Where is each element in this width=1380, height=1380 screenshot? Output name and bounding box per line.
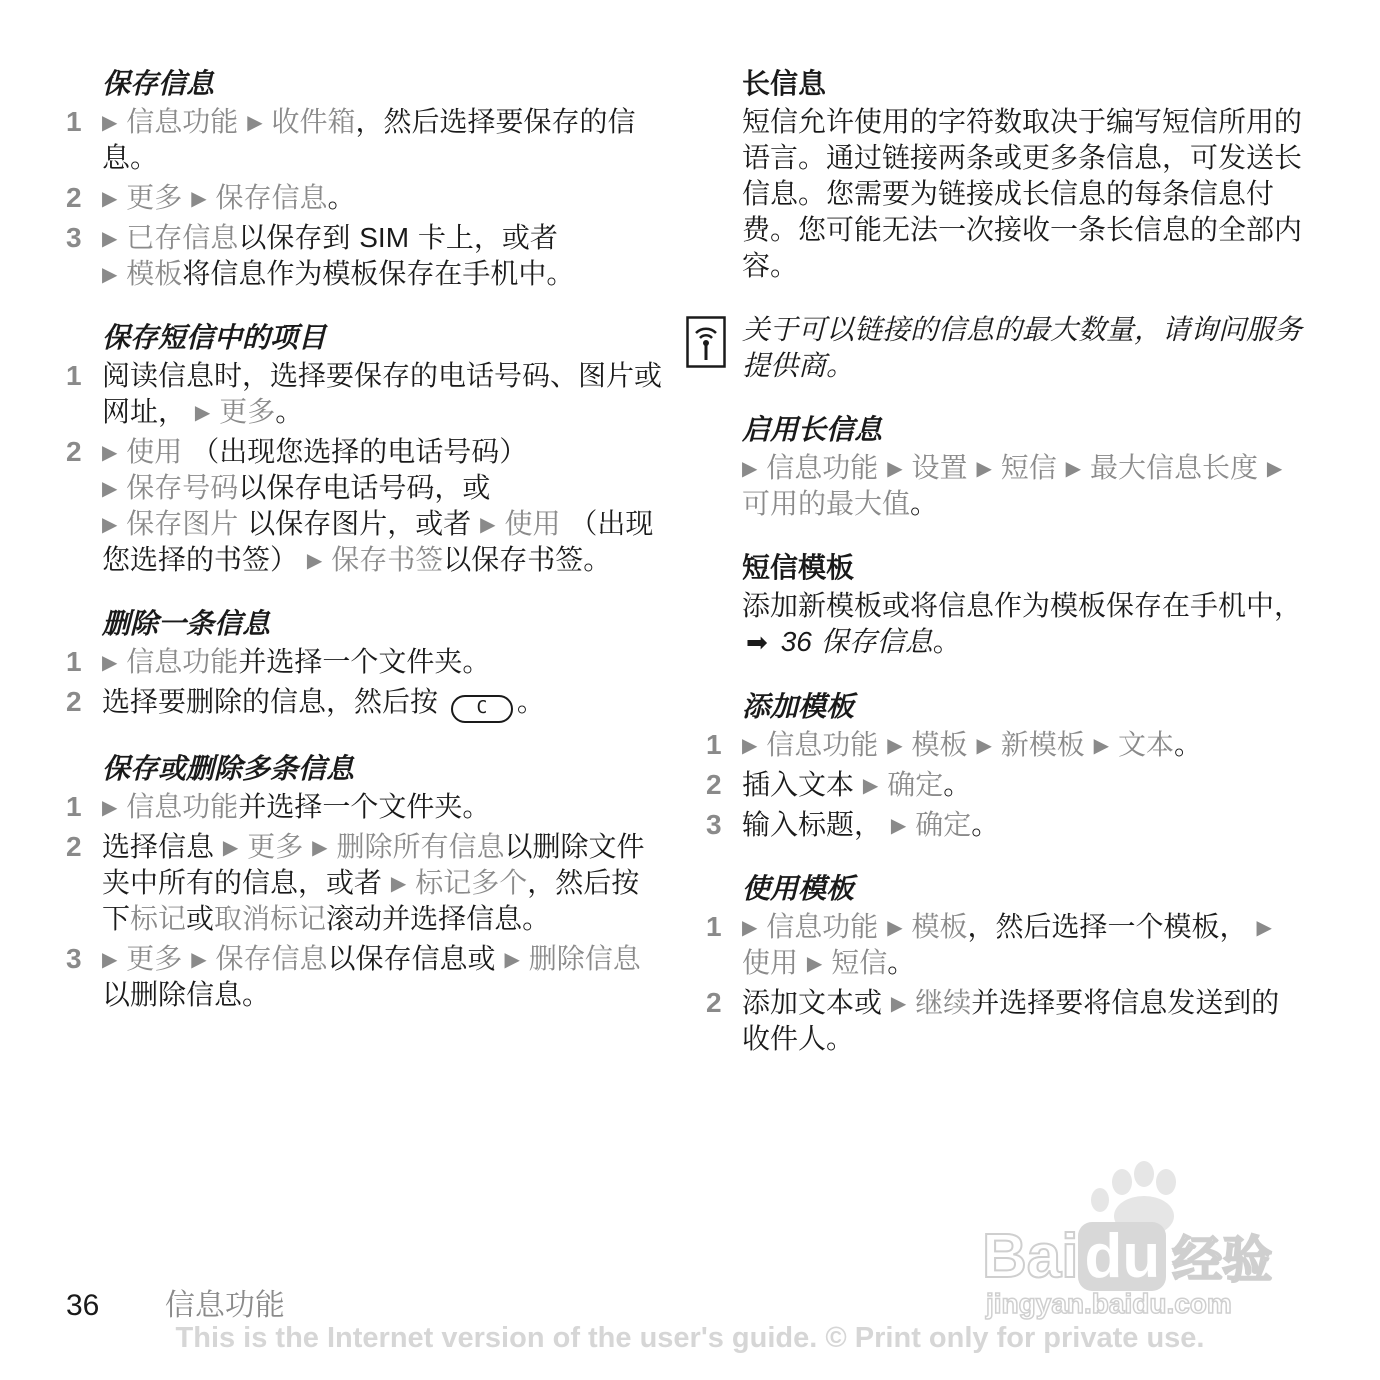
step-body: 并选择要将信息发送到的收件人。 xyxy=(742,986,1280,1055)
step xyxy=(66,941,666,1013)
note xyxy=(706,312,1306,384)
menu-arrow-icon: ▶ xyxy=(887,915,903,939)
step-text xyxy=(102,789,666,825)
watermark-sub: 经验 xyxy=(1172,1231,1273,1289)
step-number: 1 xyxy=(706,729,722,760)
menu-item: 更多 xyxy=(126,942,183,975)
menu-arrow-icon: ▶ xyxy=(306,548,323,572)
step-text xyxy=(102,684,666,723)
section-save-items xyxy=(66,320,666,578)
step-text xyxy=(742,985,1306,1057)
step-number: 3 xyxy=(66,943,82,974)
menu-item: 短信 xyxy=(831,946,888,979)
menu-item: 保存号码 xyxy=(126,471,239,504)
step-number: 1 xyxy=(66,106,82,137)
page-footer xyxy=(66,1288,285,1324)
step-body: 并选择一个文件夹。 xyxy=(238,790,491,823)
menu-arrow-icon: ▶ xyxy=(194,400,211,424)
menu-arrow-icon: ▶ xyxy=(1256,915,1272,939)
menu-arrow-icon: ▶ xyxy=(1266,456,1283,480)
step-body: 添加文本或 xyxy=(742,986,883,1019)
menu-arrow-icon: ▶ xyxy=(102,186,118,210)
menu-item: 继续 xyxy=(915,986,972,1019)
menu-arrow-icon: ▶ xyxy=(191,186,207,210)
menu-arrow-icon: ▶ xyxy=(102,262,118,286)
menu-item: 标记 xyxy=(130,902,187,935)
left-column xyxy=(66,66,666,1041)
step-text xyxy=(742,807,1306,843)
step-body: 。 xyxy=(516,685,545,718)
step-text xyxy=(102,829,666,937)
step-body: 以保存书签。 xyxy=(443,543,612,576)
step-body: （出现您选择的书签） xyxy=(102,507,654,576)
menu-arrow-icon: ▶ xyxy=(191,947,207,971)
step-text xyxy=(102,941,666,1013)
step-number: 1 xyxy=(66,791,82,822)
menu-item: 最大信息长度 xyxy=(1089,451,1258,484)
menu-item: 模板 xyxy=(911,910,968,943)
paragraph xyxy=(742,588,1306,661)
section-use-template xyxy=(706,871,1306,1057)
watermark-brand: Bai xyxy=(982,1222,1079,1291)
menu-item: 模板 xyxy=(126,257,183,290)
menu-arrow-icon: ▶ xyxy=(247,110,263,134)
section-enable-long-messages xyxy=(706,412,1306,522)
baidu-jingyan-watermark xyxy=(972,1160,1302,1330)
step-body: 输入标题， xyxy=(742,808,883,841)
section-title: 使用模板 xyxy=(742,872,855,905)
menu-item: 信息功能 xyxy=(766,910,879,943)
step-number: 2 xyxy=(66,831,82,862)
menu-item: 取消标记 xyxy=(214,902,327,935)
menu-item: 使用 xyxy=(126,435,183,468)
menu-arrow-icon: ▶ xyxy=(102,512,118,536)
menu-arrow-icon: ▶ xyxy=(890,991,907,1015)
menu-item: 信息功能 xyxy=(126,105,239,138)
menu-item: 保存书签 xyxy=(331,543,444,576)
menu-arrow-icon: ▶ xyxy=(890,813,907,837)
step xyxy=(66,434,666,578)
menu-arrow-icon: ▶ xyxy=(102,650,118,674)
section-title: 删除一条信息 xyxy=(102,607,271,640)
menu-arrow-icon: ▶ xyxy=(1065,456,1082,480)
watermark-brand-du: du xyxy=(1078,1222,1166,1291)
step-body: 将信息作为模板保存在手机中。 xyxy=(182,257,575,290)
step-text xyxy=(102,644,666,680)
menu-arrow-icon: ▶ xyxy=(222,835,239,859)
section-title: 保存短信中的项目 xyxy=(102,321,327,354)
right-column xyxy=(706,66,1306,1085)
menu-item: 更多 xyxy=(219,395,276,428)
step xyxy=(66,104,666,176)
menu-arrow-icon: ▶ xyxy=(390,871,407,895)
step-body: 以删除文件夹中所有的信息，或者 xyxy=(102,830,645,899)
section-save-or-delete-multiple xyxy=(66,751,666,1013)
step-body: 。 xyxy=(943,768,972,801)
note-text: 关于可以链接的信息的最大数量，请询问服务提供商。 xyxy=(742,313,1303,382)
menu-item: 已存信息 xyxy=(126,221,239,254)
menu-arrow-icon: ▶ xyxy=(102,795,118,819)
menu-arrow-icon: ▶ xyxy=(806,951,823,975)
menu-arrow-icon: ▶ xyxy=(102,947,118,971)
section-add-template xyxy=(706,689,1306,843)
step-number: 2 xyxy=(66,436,82,467)
section-title: 短信模板 xyxy=(742,551,855,584)
menu-item: 信息功能 xyxy=(126,645,239,678)
step-body: 。 xyxy=(1173,728,1202,761)
menu-arrow-icon: ▶ xyxy=(742,456,758,480)
step-number: 2 xyxy=(66,182,82,213)
step xyxy=(706,985,1306,1057)
menu-item: 短信 xyxy=(1000,451,1057,484)
menu-arrow-icon: ▶ xyxy=(976,733,992,757)
section-title: 添加模板 xyxy=(742,690,855,723)
menu-item: 确定 xyxy=(915,808,972,841)
menu-item: 信息功能 xyxy=(766,451,879,484)
menu-arrow-icon: ▶ xyxy=(102,110,118,134)
step xyxy=(66,220,666,292)
paragraph: 短信允许使用的字符数取决于编写短信所用的语言。通过链接两条或更多条信息，可发送长信息。您需要为链接成长信息的每条信息付费。您可能无法一次接收一条长信息的全部内容。 xyxy=(742,105,1303,282)
step-body: 并选择一个文件夹。 xyxy=(238,645,491,678)
step-text xyxy=(102,434,666,578)
operator-note-icon xyxy=(686,312,730,384)
step-body: 以保存电话号码，或 xyxy=(238,471,491,504)
step-body: ，然后选择要保存的信息。 xyxy=(102,105,636,174)
section-title: 保存信息 xyxy=(102,67,215,100)
section-save-message xyxy=(66,66,666,292)
step-body: 。 xyxy=(971,808,1000,841)
menu-arrow-icon: ▶ xyxy=(480,512,496,536)
menu-item: 收件箱 xyxy=(271,105,356,138)
section-title: 长信息 xyxy=(742,67,827,100)
step-body: ，然后按下 xyxy=(102,866,640,935)
step-body: 以删除信息。 xyxy=(102,978,271,1011)
menu-item: 标记多个 xyxy=(415,866,528,899)
step-body: SIM xyxy=(359,222,410,253)
step xyxy=(706,909,1306,981)
step-body: 滚动并选择信息。 xyxy=(326,902,551,935)
step-body: 插入文本 xyxy=(742,768,855,801)
step-body: 以保存图片，或者 xyxy=(247,507,472,540)
menu-arrow-icon: ▶ xyxy=(1093,733,1110,757)
menu-item: 模板 xyxy=(911,728,968,761)
disclaimer: This is the Internet version of the user's guide. © Print only for private use. xyxy=(175,1322,1205,1354)
menu-item: 保存图片 xyxy=(126,507,239,540)
step-number: 3 xyxy=(706,809,722,840)
menu-item: 删除信息 xyxy=(528,942,641,975)
cross-reference-title: 保存信息 xyxy=(820,625,933,658)
menu-arrow-icon: ▶ xyxy=(887,733,903,757)
step-body: 选择要删除的信息，然后按 xyxy=(102,685,439,718)
paragraph-text: 。 xyxy=(932,625,961,658)
step-body: 。 xyxy=(327,181,356,214)
menu-arrow-icon: ▶ xyxy=(862,773,879,797)
step-body: 。 xyxy=(910,487,939,520)
menu-arrow-icon: ▶ xyxy=(742,733,758,757)
menu-arrow-icon: ▶ xyxy=(102,440,118,464)
step-number: 1 xyxy=(66,360,82,391)
step-body: 阅读信息时，选择要保存的电话号码、图片或网址， xyxy=(102,359,663,428)
menu-item: 设置 xyxy=(911,451,968,484)
step-body: 或 xyxy=(186,902,215,935)
step xyxy=(706,727,1306,763)
step-body: （出现您选择的电话号码） xyxy=(191,435,528,468)
step-number: 1 xyxy=(66,646,82,677)
section-long-messages xyxy=(706,66,1306,284)
step-text xyxy=(742,767,1306,803)
menu-item: 更多 xyxy=(126,181,183,214)
menu-item: 删除所有信息 xyxy=(336,830,505,863)
step-body: 。 xyxy=(887,946,916,979)
step xyxy=(66,644,666,680)
step xyxy=(66,789,666,825)
menu-arrow-icon: ▶ xyxy=(887,456,903,480)
menu-arrow-icon: ▶ xyxy=(504,947,520,971)
step-text xyxy=(102,180,666,216)
step-body: ，然后选择一个模板， xyxy=(967,910,1248,943)
menu-item: 保存信息 xyxy=(215,181,328,214)
menu-arrow-icon: ▶ xyxy=(102,226,118,250)
section-delete-message xyxy=(66,606,666,723)
step-text xyxy=(102,358,666,430)
menu-item: 信息功能 xyxy=(766,728,879,761)
menu-item: 文本 xyxy=(1117,728,1174,761)
menu-item: 保存信息 xyxy=(215,942,328,975)
menu-arrow-icon: ▶ xyxy=(976,456,992,480)
step-text xyxy=(742,909,1306,981)
page-number: 36 xyxy=(66,1289,100,1322)
step xyxy=(66,358,666,430)
step-body: 以保存信息或 xyxy=(327,942,496,975)
step-text xyxy=(102,104,666,176)
c-key-icon: C xyxy=(451,695,513,723)
paragraph xyxy=(742,450,1306,522)
menu-item: 更多 xyxy=(247,830,304,863)
menu-item: 新模板 xyxy=(1000,728,1085,761)
menu-item: 使用 xyxy=(504,507,561,540)
section-title: 保存或删除多条信息 xyxy=(102,752,355,785)
menu-item: 信息功能 xyxy=(126,790,239,823)
step xyxy=(66,684,666,723)
step xyxy=(66,180,666,216)
step-body: 选择信息 xyxy=(102,830,215,863)
step-body: 。 xyxy=(275,395,304,428)
step-number: 2 xyxy=(706,769,722,800)
cross-reference-page: 36 xyxy=(780,626,812,657)
menu-item: 使用 xyxy=(742,946,799,979)
step-body: 卡上，或者 xyxy=(417,221,558,254)
menu-arrow-icon: ▶ xyxy=(742,915,758,939)
step xyxy=(706,767,1306,803)
menu-arrow-icon: ▶ xyxy=(312,835,328,859)
section-sms-templates xyxy=(706,550,1306,661)
step-body: 以保存到 xyxy=(238,221,351,254)
section-title: 启用长信息 xyxy=(742,413,883,446)
footer-section-title: 信息功能 xyxy=(164,1288,285,1323)
step-number: 1 xyxy=(706,911,722,942)
menu-item: 可用的最大值 xyxy=(742,487,911,520)
watermark-url: jingyan.baidu.com xyxy=(986,1288,1232,1319)
step-number: 2 xyxy=(66,686,82,717)
step-number: 3 xyxy=(66,222,82,253)
step-text xyxy=(102,220,666,292)
menu-item: 确定 xyxy=(887,768,944,801)
step xyxy=(706,807,1306,843)
step-number: 2 xyxy=(706,987,722,1018)
cross-reference-arrow-icon: ➡ xyxy=(746,628,768,658)
step-text xyxy=(742,727,1306,763)
step xyxy=(66,829,666,937)
menu-arrow-icon: ▶ xyxy=(102,476,118,500)
paragraph-text: 添加新模板或将信息作为模板保存在手机中， xyxy=(742,589,1303,622)
